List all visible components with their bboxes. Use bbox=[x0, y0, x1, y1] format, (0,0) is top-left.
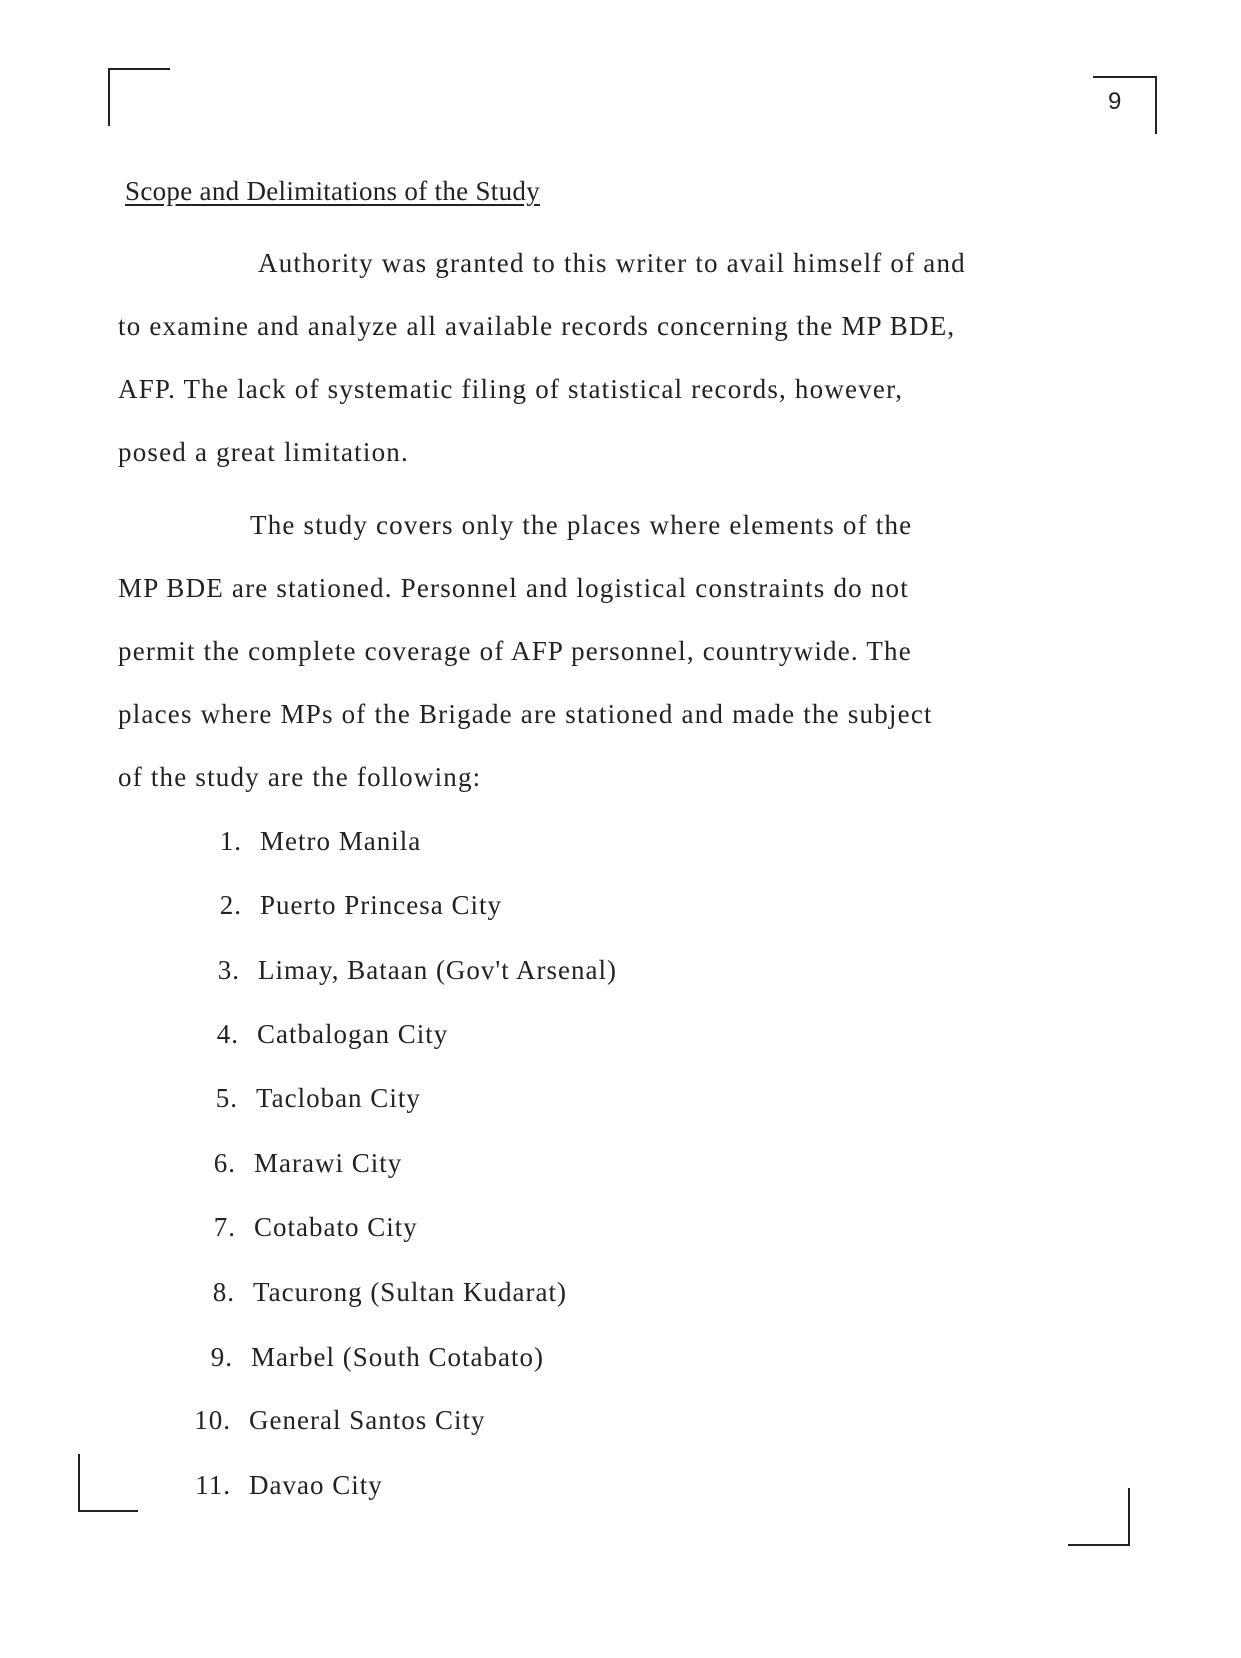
paragraph-line: to examine and analyze all available records concerning the MP BDE, bbox=[118, 311, 956, 341]
list-number: 7. bbox=[213, 1212, 236, 1242]
list-text: Tacloban City bbox=[256, 1083, 421, 1113]
list-text: Limay, Bataan (Gov't Arsenal) bbox=[258, 955, 618, 985]
list-number: 1. bbox=[219, 826, 242, 856]
list-number: 11. bbox=[195, 1470, 231, 1500]
crop-mark-bottom-right bbox=[1068, 1544, 1130, 1546]
list-number: 10. bbox=[194, 1405, 231, 1435]
list-text: Marawi City bbox=[254, 1148, 403, 1178]
paragraph-coverage bbox=[118, 494, 1158, 809]
list-number: 3. bbox=[217, 955, 240, 985]
paragraph-line: AFP. The lack of systematic filing of statistical records, however, bbox=[118, 374, 904, 404]
list-text: Cotabato City bbox=[254, 1212, 418, 1242]
list-text: Metro Manila bbox=[260, 826, 422, 856]
list-text: Tacurong (Sultan Kudarat) bbox=[253, 1277, 568, 1307]
list-number: 4. bbox=[216, 1019, 239, 1049]
page-number: 9 bbox=[1108, 88, 1122, 115]
list-text: Marbel (South Cotabato) bbox=[251, 1342, 544, 1372]
paragraph-authority bbox=[118, 232, 1158, 484]
list-item bbox=[190, 890, 502, 921]
list-item bbox=[186, 1083, 421, 1114]
paragraph-line: permit the complete coverage of AFP personnel, countrywide. The bbox=[118, 636, 912, 666]
list-item bbox=[181, 1342, 544, 1373]
list-text: Catbalogan City bbox=[257, 1019, 449, 1049]
paragraph-line: of the study are the following: bbox=[118, 762, 482, 792]
list-item bbox=[183, 1277, 567, 1308]
list-item bbox=[184, 1212, 418, 1243]
list-item bbox=[188, 955, 617, 986]
crop-mark-top-left bbox=[108, 68, 170, 70]
list-number: 6. bbox=[213, 1148, 236, 1178]
paragraph-line: Authority was granted to this writer to avail himself of and bbox=[258, 248, 966, 278]
list-text: General Santos City bbox=[249, 1405, 486, 1435]
crop-mark-top-left bbox=[108, 68, 110, 126]
list-item bbox=[179, 1405, 485, 1436]
list-item bbox=[179, 1470, 383, 1501]
list-number: 2. bbox=[219, 890, 242, 920]
crop-mark-bottom-right bbox=[1128, 1488, 1130, 1546]
list-item bbox=[184, 1148, 402, 1179]
list-number: 9. bbox=[210, 1342, 233, 1372]
crop-mark-top-right bbox=[1093, 76, 1157, 78]
list-text: Puerto Princesa City bbox=[260, 890, 502, 920]
list-item bbox=[190, 826, 421, 857]
list-number: 5. bbox=[215, 1083, 238, 1113]
crop-mark-top-right bbox=[1155, 76, 1157, 134]
list-number: 8. bbox=[212, 1277, 235, 1307]
list-item bbox=[187, 1019, 448, 1050]
section-heading: Scope and Delimitations of the Study bbox=[125, 176, 540, 206]
list-text: Davao City bbox=[249, 1470, 383, 1500]
paragraph-line: The study covers only the places where elements of the bbox=[250, 510, 913, 540]
paragraph-line: MP BDE are stationed. Personnel and logistical constraints do not bbox=[118, 573, 909, 603]
paragraph-line: posed a great limitation. bbox=[118, 437, 409, 467]
crop-mark-bottom-left bbox=[78, 1510, 138, 1512]
crop-mark-bottom-left bbox=[78, 1454, 80, 1512]
paragraph-line: places where MPs of the Brigade are stationed and made the subject bbox=[118, 699, 933, 729]
